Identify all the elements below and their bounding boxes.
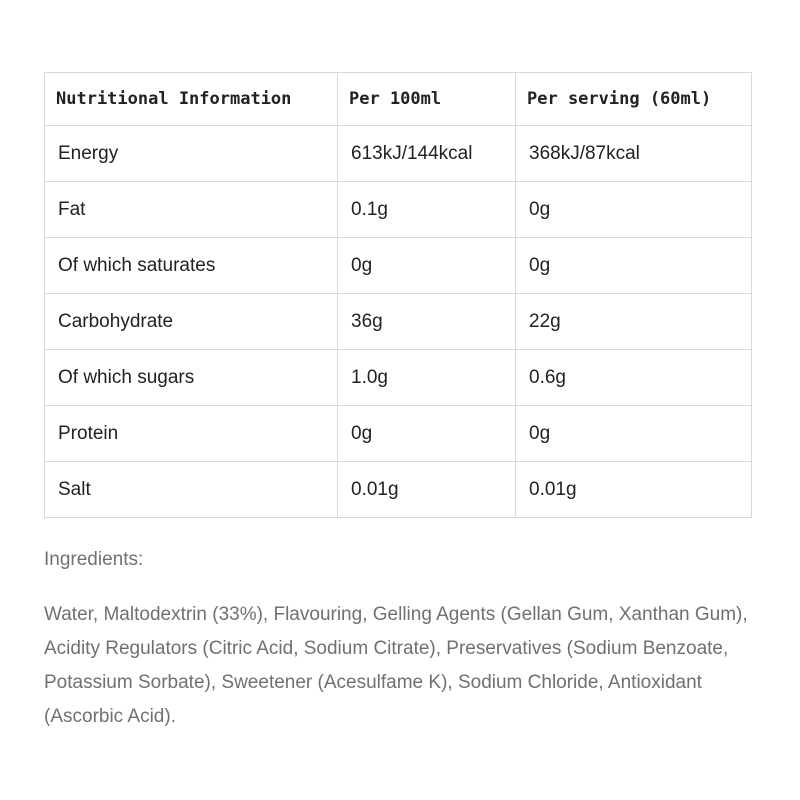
value-per-100ml: 0g [338, 238, 516, 294]
value-per-100ml: 0.01g [338, 462, 516, 518]
nutrient-name: Of which sugars [45, 350, 338, 406]
value-per-100ml: 36g [338, 294, 516, 350]
header-per-serving: Per serving (60ml) [516, 73, 752, 126]
nutrient-name: Carbohydrate [45, 294, 338, 350]
value-per-100ml: 613kJ/144kcal [338, 126, 516, 182]
value-per-serving: 368kJ/87kcal [516, 126, 752, 182]
value-per-serving: 22g [516, 294, 752, 350]
table-row [45, 126, 752, 182]
table-row [45, 294, 752, 350]
nutrient-name: Fat [45, 182, 338, 238]
header-nutritional-information: Nutritional Information [45, 73, 338, 126]
nutrition-table-header [45, 73, 752, 126]
table-row [45, 182, 752, 238]
value-per-serving: 0.01g [516, 462, 752, 518]
table-row [45, 462, 752, 518]
table-row [45, 350, 752, 406]
nutrient-name: Protein [45, 406, 338, 462]
nutrient-name: Energy [45, 126, 338, 182]
value-per-100ml: 0g [338, 406, 516, 462]
table-row [45, 406, 752, 462]
value-per-100ml: 0.1g [338, 182, 516, 238]
ingredients-text: Water, Maltodextrin (33%), Flavouring, Gelling Agents (Gellan Gum, Xanthan Gum), Acidity Regulators (Citric Acid, Sodium Citrate), Preservatives (Sodium Benzoate, Potassium Sorbate), Sweetener (Acesulfame K), Sodium Chloride, Antioxidant (Ascorbic Acid). [44, 604, 748, 727]
table-row [45, 238, 752, 294]
nutrition-table-body [45, 126, 752, 518]
value-per-serving: 0g [516, 182, 752, 238]
ingredients-heading: Ingredients: [44, 549, 144, 570]
header-row [45, 73, 752, 126]
nutrient-name: Of which saturates [45, 238, 338, 294]
header-per-100ml: Per 100ml [338, 73, 516, 126]
value-per-100ml: 1.0g [338, 350, 516, 406]
value-per-serving: 0g [516, 238, 752, 294]
value-per-serving: 0g [516, 406, 752, 462]
nutrition-table [44, 72, 752, 518]
value-per-serving: 0.6g [516, 350, 752, 406]
nutrient-name: Salt [45, 462, 338, 518]
